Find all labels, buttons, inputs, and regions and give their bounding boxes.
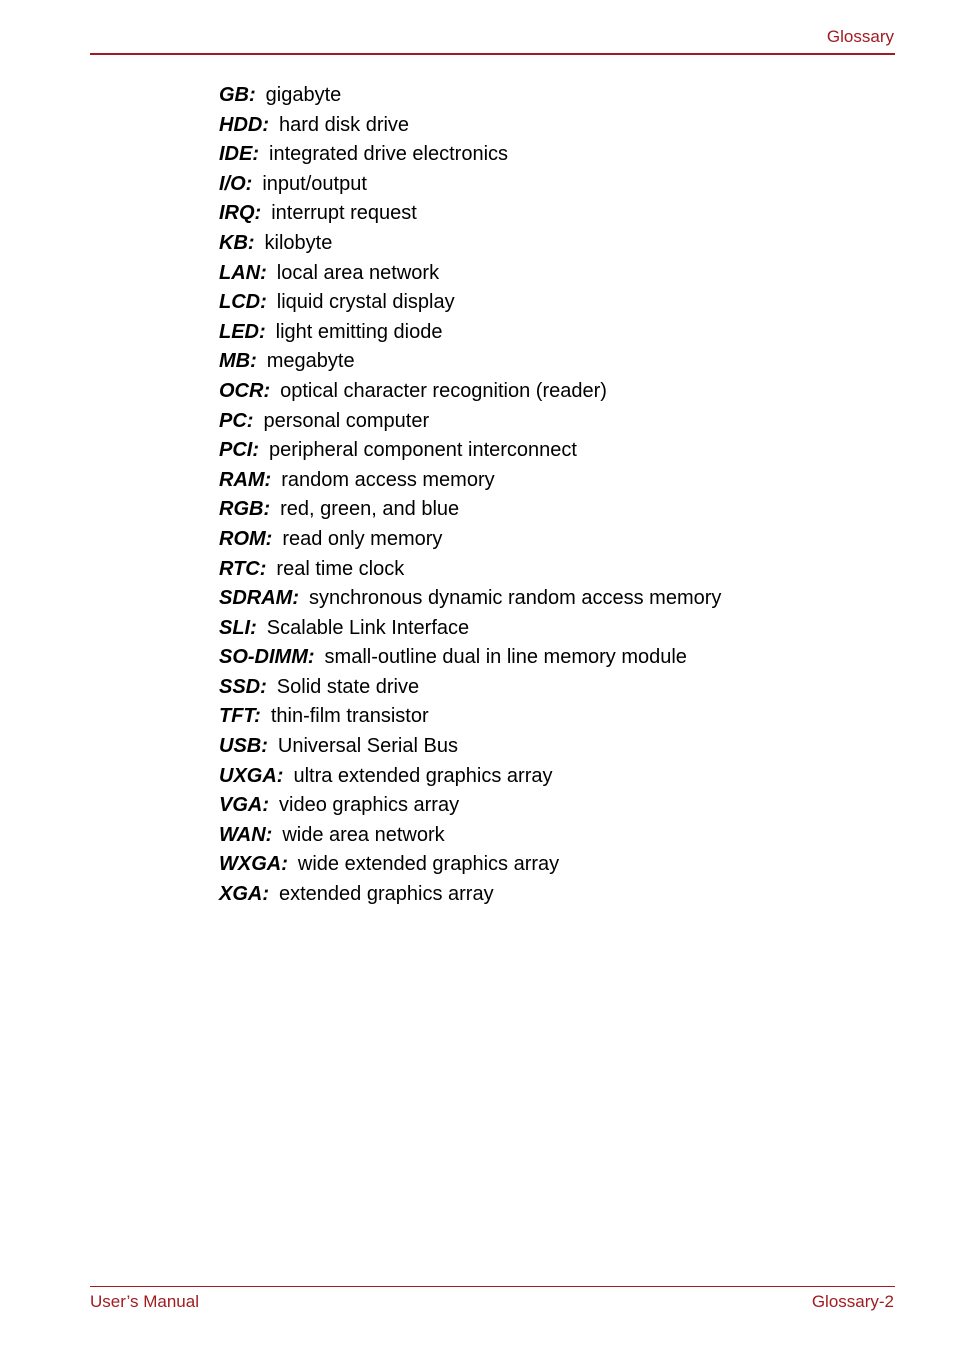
glossary-entry	[219, 791, 721, 821]
glossary-term: UXGA:	[219, 764, 284, 787]
glossary-term: LED:	[219, 320, 266, 343]
glossary-definition: wide extended graphics array	[297, 853, 560, 876]
glossary-term: XGA:	[219, 883, 269, 906]
glossary-term: IRQ:	[219, 202, 262, 225]
glossary-entry	[219, 111, 721, 141]
glossary-entry	[219, 318, 721, 348]
glossary-definition: Solid state drive	[276, 675, 420, 698]
glossary-entry	[219, 436, 721, 466]
glossary-term: RGB:	[219, 498, 271, 521]
glossary-definition: gigabyte	[265, 84, 342, 106]
glossary-term: SLI:	[219, 616, 257, 639]
glossary-term: RAM:	[219, 468, 272, 491]
glossary-entry	[219, 259, 721, 289]
glossary-term: SDRAM:	[219, 587, 299, 610]
glossary-definition: kilobyte	[264, 231, 333, 254]
glossary-entry	[219, 673, 721, 703]
footer-page-number: Glossary-2	[811, 1292, 894, 1311]
glossary-definition: megabyte	[266, 350, 355, 373]
glossary-entry	[219, 407, 721, 437]
glossary-term: SSD:	[219, 675, 267, 698]
glossary-term: MB:	[219, 350, 257, 373]
glossary-list	[219, 81, 721, 910]
glossary-entry	[219, 347, 721, 377]
glossary-term: IDE:	[219, 143, 259, 166]
header-divider	[90, 53, 895, 55]
glossary-term: KB:	[219, 231, 255, 254]
glossary-entry	[219, 880, 721, 910]
glossary-definition: peripheral component interconnect	[269, 439, 577, 462]
glossary-definition: Scalable Link Interface	[266, 616, 470, 639]
glossary-entry	[219, 377, 721, 407]
glossary-term: PCI:	[219, 439, 259, 462]
glossary-definition: red, green, and blue	[280, 498, 460, 521]
glossary-entry	[219, 466, 721, 496]
glossary-definition: small-outline dual in line memory module	[324, 646, 687, 669]
glossary-definition: interrupt request	[271, 202, 417, 225]
glossary-entry	[219, 614, 721, 644]
glossary-entry	[219, 702, 721, 732]
glossary-definition: local area network	[276, 261, 440, 284]
glossary-entry	[219, 525, 721, 555]
glossary-entry	[219, 584, 721, 614]
glossary-definition: read only memory	[282, 527, 443, 550]
footer-manual-title: User’s Manual	[90, 1292, 199, 1311]
glossary-entry	[219, 762, 721, 792]
glossary-entry	[219, 170, 721, 200]
glossary-definition: extended graphics array	[279, 883, 494, 906]
glossary-term: LAN:	[219, 261, 267, 284]
glossary-term: WAN:	[219, 823, 273, 846]
glossary-entry	[219, 643, 721, 673]
glossary-term: GB:	[219, 84, 256, 106]
glossary-definition: thin-film transistor	[270, 705, 429, 728]
glossary-definition: video graphics array	[279, 794, 460, 817]
glossary-entry	[219, 140, 721, 170]
glossary-term: WXGA:	[219, 853, 288, 876]
glossary-entry	[219, 199, 721, 229]
glossary-entry	[219, 229, 721, 259]
glossary-entry	[219, 81, 721, 111]
glossary-definition: ultra extended graphics array	[293, 764, 553, 787]
glossary-entry	[219, 732, 721, 762]
glossary-term: VGA:	[219, 794, 269, 817]
page-header-title: Glossary	[826, 27, 894, 46]
glossary-definition: optical character recognition (reader)	[280, 379, 607, 402]
glossary-term: TFT:	[219, 705, 261, 728]
glossary-entry	[219, 555, 721, 585]
glossary-term: OCR:	[219, 379, 271, 402]
glossary-definition: personal computer	[263, 409, 430, 432]
glossary-definition: hard disk drive	[279, 113, 410, 136]
glossary-definition: random access memory	[281, 468, 495, 491]
glossary-term: USB:	[219, 735, 268, 758]
glossary-term: SO-DIMM:	[219, 646, 315, 669]
glossary-entry	[219, 495, 721, 525]
glossary-term: LCD:	[219, 291, 267, 314]
glossary-term: HDD:	[219, 113, 269, 136]
glossary-entry	[219, 850, 721, 880]
glossary-definition: real time clock	[276, 557, 405, 580]
glossary-definition: liquid crystal display	[276, 291, 455, 314]
glossary-definition: wide area network	[282, 823, 445, 846]
glossary-term: I/O:	[219, 172, 253, 195]
glossary-definition: input/output	[262, 172, 367, 195]
glossary-entry	[219, 821, 721, 851]
glossary-definition: synchronous dynamic random access memory	[309, 587, 722, 610]
glossary-term: ROM:	[219, 527, 273, 550]
glossary-term: RTC:	[219, 557, 267, 580]
glossary-definition: integrated drive electronics	[269, 143, 509, 166]
footer-divider	[90, 1286, 895, 1287]
glossary-definition: Universal Serial Bus	[277, 735, 458, 758]
glossary-definition: light emitting diode	[275, 320, 443, 343]
glossary-term: PC:	[219, 409, 254, 432]
glossary-entry	[219, 288, 721, 318]
